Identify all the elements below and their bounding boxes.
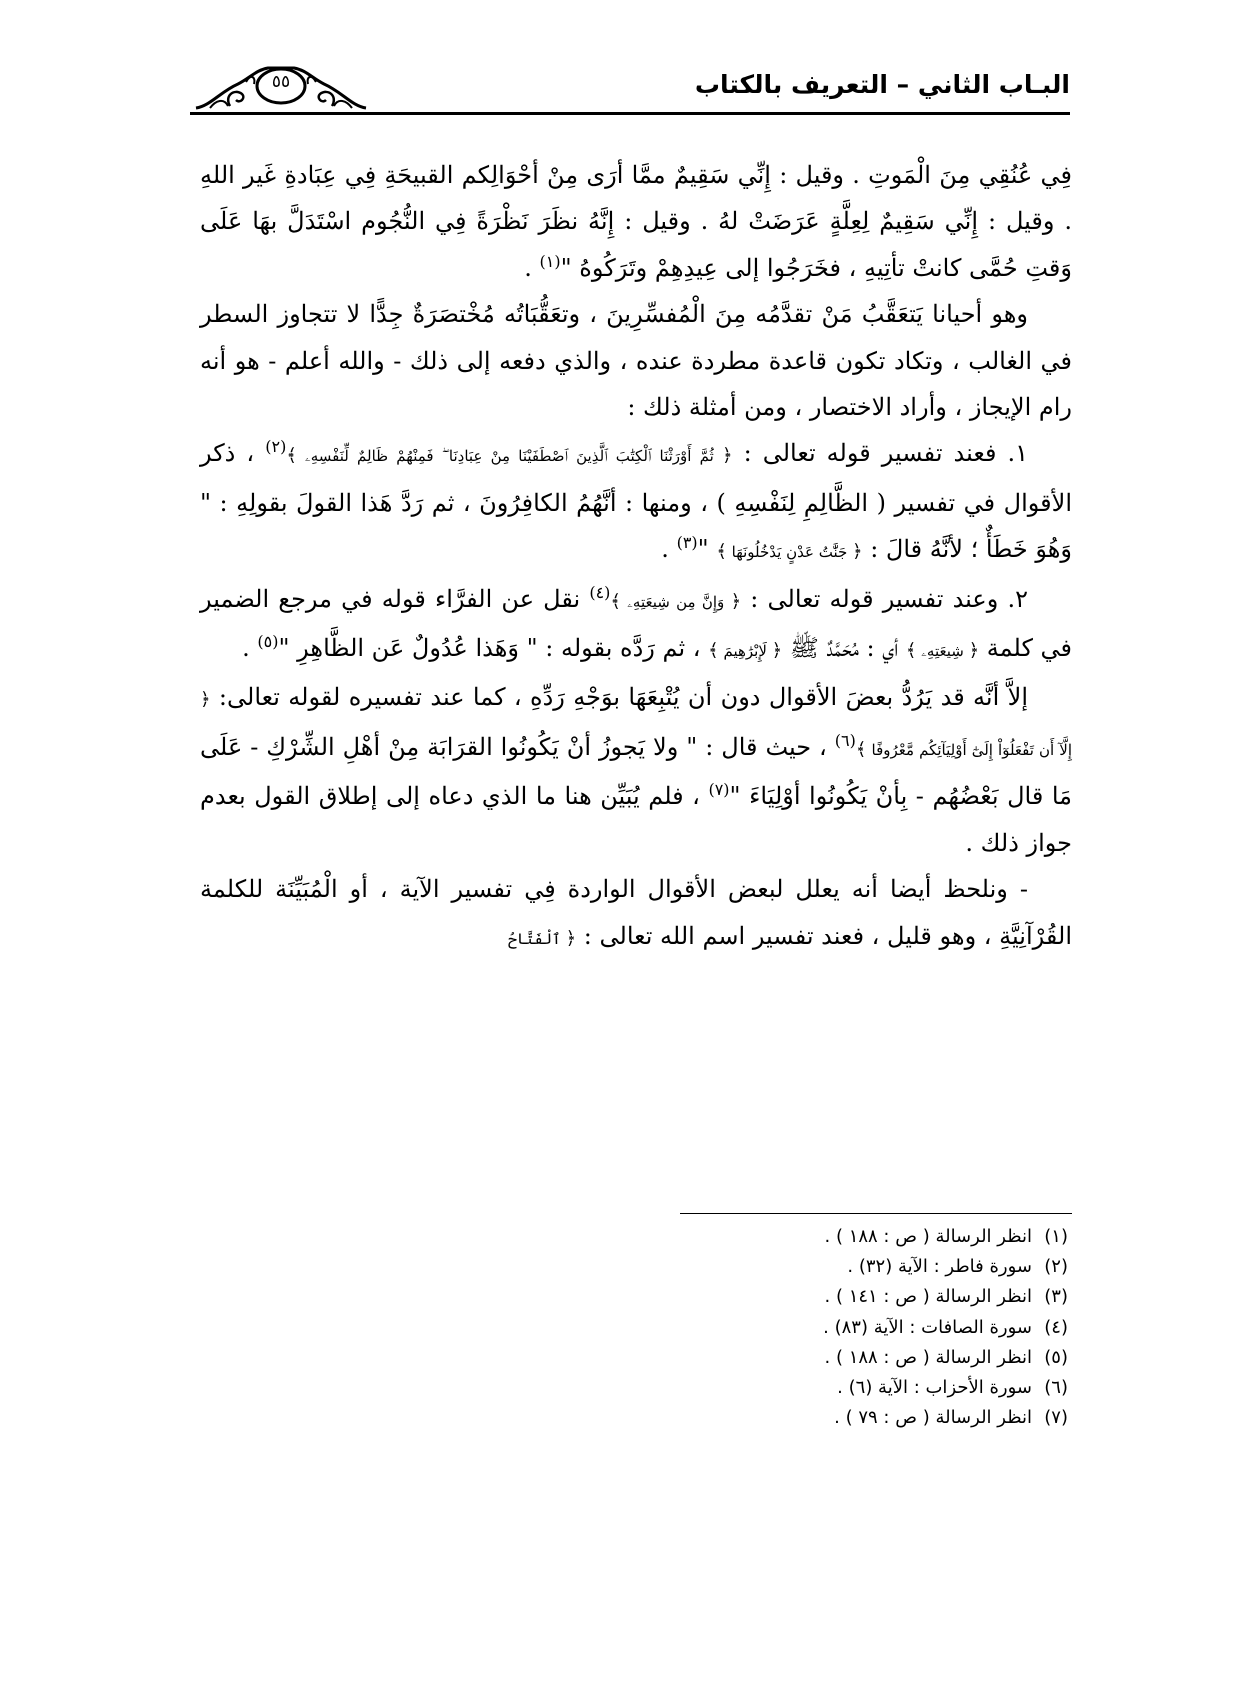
ornate-bracket-open: ﴿: [852, 541, 863, 563]
quran-word: شِيعَتِهِۦ: [916, 642, 969, 661]
footnote-text: سورة الصافات : الآية (٨٣) .: [823, 1316, 1032, 1338]
footnote-number: (٣): [1044, 1286, 1068, 1308]
footnote-text: سورة الأحزاب : الآية (٦) .: [837, 1377, 1032, 1399]
footnote-ref-4: (٤): [589, 582, 611, 602]
p3-mid: ، ذكر الأقوال في تفسير ( الظَّالِمِ لِنَفْسِهِ ) ، ومنها : أنَّهُمُ الكافِرُونَ ، ثم رَدَّ هَذا القولَ بقولِهِ : " وَهُوَ خَطَأٌ ؛ لأنَّهُ قالَ :: [200, 439, 1072, 564]
p3-tail: ": [697, 535, 717, 564]
footnote-item: [508, 1282, 1068, 1312]
paragraph-5: [200, 674, 1072, 866]
p1-line-3: اسْتَدَلَّ بهَا عَلَى وَقتِ حُمَّى كانتْ تأتِيهِ ، فخَرَجُوا إلى عِيدِهِمْ وتَرَكُوهُ ": [200, 207, 1072, 282]
footnote-text: انظر الرسالة ( ص : ١٨٨ ) .: [824, 1346, 1032, 1368]
ornate-bracket-open: ﴿: [968, 640, 980, 662]
p5-mid: ، حيث قال : " ولا يَجوزُ أنْ يَكُونُوا القرَابَة مِنْ أهْلِ الشِّرْكِ - عَلَى مَا قال بَعْضُهُم - بِأنْ يَكُونُوا أوْلِيَاءَ ": [200, 732, 1073, 811]
footnote-item: [508, 1313, 1068, 1343]
paragraph-6: [200, 866, 1072, 962]
ornate-bracket-open: ﴿: [771, 640, 783, 662]
footnote-number: (٧): [1044, 1407, 1068, 1429]
footnote-number: (٢): [1044, 1256, 1068, 1278]
quran-verse: ثُمَّ أَوْرَثْنَا ٱلْكِتَٰبَ ٱلَّذِينَ ٱصْطَفَيْنَا مِنْ عِبَادِنَا ۖ فَمِنْهُمْ ظَالِمٌ لِّنَفْسِهِۦ: [296, 447, 722, 466]
footnote-ref-3: (٣): [676, 533, 698, 553]
quran-word: ٱلْفَتَّاحُ: [508, 929, 566, 948]
footnote-item: [508, 1373, 1068, 1403]
ornate-bracket-close: ﴾: [855, 738, 867, 760]
footnote-ref-5: (٥): [257, 632, 279, 652]
main-text: [200, 152, 1072, 962]
footnote-text: انظر الرسالة ( ص : ١٨٨ ) .: [824, 1226, 1032, 1247]
p4-mid-1: نقل عن الفرَّاء قوله في مرجع الضمير في كلمة: [200, 584, 1072, 663]
p3-end: .: [661, 535, 677, 564]
footnote-item: [508, 1252, 1068, 1282]
ornate-bracket-close: ﴾: [708, 640, 719, 662]
footnote-text: انظر الرسالة ( ص : ٧٩ ) .: [834, 1407, 1032, 1429]
footnote-item: [508, 1343, 1068, 1373]
paragraph-4: [200, 576, 1072, 675]
footnote-ref-1: (١): [539, 251, 561, 271]
quran-verse: جَنَّٰتُ عَدْنٍ يَدْخُلُونَهَا: [726, 543, 853, 562]
page-number: ٥٥: [271, 72, 291, 92]
footnote-text: انظر الرسالة ( ص : ١٤١ ) .: [824, 1286, 1032, 1308]
ornate-bracket-close: ﴾: [905, 640, 917, 662]
header-rule: [190, 112, 1070, 115]
quran-word: لَإِبْرَٰهِيمَ: [718, 642, 772, 661]
running-title: البـاب الثاني – التعريف بالكتاب: [694, 70, 1070, 99]
ornate-bracket-open: ﴿: [200, 689, 211, 711]
ornate-bracket-open: ﴿: [565, 927, 577, 949]
ornate-bracket-open: ﴿: [730, 590, 742, 612]
paragraph-3: [200, 430, 1072, 575]
footnote-ref-7: (٧): [708, 780, 730, 800]
p1-line-1: فِي عُنُقِي مِنَ الْمَوتِ . وقيل : إِنِّي سَقِيمٌ ممَّا أرَى مِنْ أحْوَالِكم القبيحَةِ فِي عِبَادةِ: [284, 161, 1072, 189]
quran-verse: وَإِنَّ مِن شِيعَتِهِۦ: [620, 592, 731, 611]
ornate-bracket-close: ﴾: [716, 541, 727, 563]
footnote-separator: [680, 1213, 1072, 1214]
p4-mid-2: أي : مُحَمَّدٌ ﷺ: [782, 634, 906, 663]
page-header: [190, 62, 1070, 118]
footnote-ref-2: (٢): [265, 437, 287, 457]
p1-end: .: [524, 253, 540, 282]
footnote-item: [508, 1403, 1068, 1433]
p5-lead: إلاَّ أنَّه قد يَرُدُّ بعضَ الأقوال دون أن يُتْبِعَهَا بوَجْهِ رَدِّهِ ، كما عند تفسيره لقوله تعالى:: [210, 683, 1028, 712]
footnote-number: (٦): [1044, 1377, 1068, 1399]
footnote-number: (١): [1044, 1226, 1068, 1247]
ornate-bracket-open: ﴿: [722, 445, 733, 467]
p6-text: - ونلحظ أيضا أنه يعلل لبعض الأقوال الواردة فِي تفسير الآية ، أو الْمُبَيِّنَة للكلمة القُرْآنِيَّةِ ، وهو قليل ، فعند تفسير اسم الله تعالى :: [200, 875, 1072, 950]
paragraph-1: [200, 152, 1072, 291]
p2-text: وهو أحيانا يَتعَقَّبُ مَنْ تقدَّمُه مِنَ الْمُفسِّرِينَ ، وتعَقُّبَاتُه مُخْتصَرَةٌ جِدًّا لا تتجاوز السطر في الغالب ، وتكاد تكون قاعدة مطردة عنده ، والذي دفعه إلى ذلك - والله أعلم - هو أنه رام الإيجاز ، وأراد الاختصار ، ومن أمثلة ذلك :: [200, 300, 1073, 422]
quran-verse: إِلَّآ أَن تَفْعَلُوٓاْ إِلَىٰٓ أَوْلِيَآئِكُم مَّعْرُوفًا: [866, 740, 1073, 759]
p5-end: ، فلم يُبَيِّن هنا ما الذي دعاه إلى إطلاق القول بعدم جواز ذلك .: [200, 782, 1072, 857]
footnote-number: (٥): [1044, 1346, 1068, 1368]
footnotes: [508, 1222, 1068, 1433]
ornate-bracket-close: ﴾: [610, 590, 621, 612]
footnote-ref-6: (٦): [834, 730, 856, 750]
p3-lead: ١. فعند تفسير قوله تعالى :: [732, 439, 1029, 468]
paragraph-2: [200, 291, 1072, 430]
p4-lead: ٢. وعند تفسير قوله تعالى :: [741, 584, 1028, 613]
p4-end: .: [242, 634, 258, 663]
footnote-number: (٤): [1044, 1316, 1068, 1338]
footnote-item: [508, 1222, 1068, 1252]
footnote-text: سورة فاطر : الآية (٣٢) .: [847, 1256, 1032, 1278]
p4-mid-3: ، ثم رَدَّه بقوله : " وَهَذا عُدُولٌ عَن الظَّاهِرِ ": [278, 634, 709, 663]
ornate-bracket-close: ﴾: [286, 445, 297, 467]
p1-line-2: غَير اللهِ . وقيل : إِنِّي سَقِيمٌ لِعِلَّةٍ عَرَضَتْ لهُ . وقيل : إِنَّهُ نظَرَ نَظْرَةً فِي النُّجُوم: [200, 161, 1072, 236]
